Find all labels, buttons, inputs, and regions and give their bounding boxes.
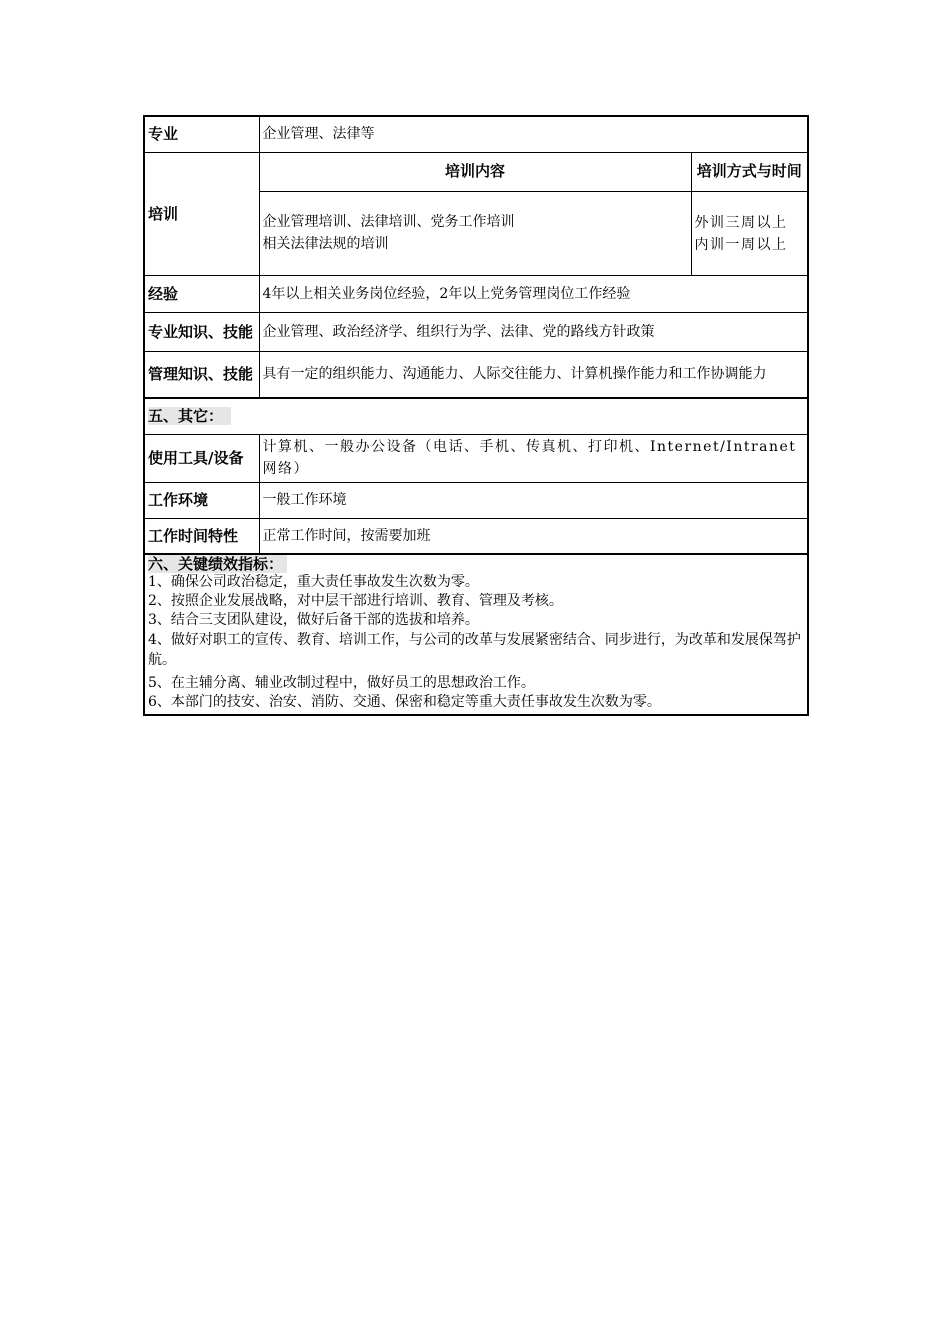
section5-title-text: 五、其它：: [148, 407, 231, 425]
tools-row: [144, 434, 808, 482]
job-description-document: [143, 115, 807, 716]
section5-title: [144, 398, 808, 434]
training-method-header: 培训方式与时间: [691, 152, 808, 191]
tools-label: 使用工具/设备: [144, 434, 259, 482]
major-value: 企业管理、法律等: [259, 116, 808, 152]
kpi-item: 1、确保公司政治稳定，重大责任事故发生次数为零。: [148, 574, 479, 590]
environment-value: 一般工作环境: [259, 482, 808, 518]
training-method-line: 内训一周以上: [694, 236, 788, 253]
experience-value: 4年以上相关业务岗位经验，2年以上党务管理岗位工作经验: [259, 275, 808, 312]
mgmt-knowledge-value: 具有一定的组织能力、沟通能力、人际交往能力、计算机操作能力和工作协调能力: [259, 351, 808, 398]
major-row: [144, 116, 808, 152]
work-time-label: 工作时间特性: [144, 518, 259, 554]
training-label: 培训: [144, 152, 259, 275]
training-header-row: [144, 152, 808, 191]
prof-knowledge-label: 专业知识、技能: [144, 312, 259, 351]
experience-label: 经验: [144, 275, 259, 312]
kpi-item: 5、在主辅分离、辅业改制过程中，做好员工的思想政治工作。: [148, 675, 535, 691]
kpi-row: [144, 554, 808, 715]
kpi-item: 3、结合三支团队建设，做好后备干部的选拔和培养。: [148, 612, 479, 628]
training-content-cell: [259, 191, 691, 275]
kpi-cell: [144, 554, 808, 715]
training-method-line: 外训三周以上: [694, 214, 788, 231]
work-time-row: [144, 518, 808, 554]
prof-knowledge-row: [144, 312, 808, 351]
environment-row: [144, 482, 808, 518]
section5-title-row: [144, 398, 808, 434]
requirements-table: [143, 115, 809, 716]
environment-label: 工作环境: [144, 482, 259, 518]
kpi-item: 6、本部门的技安、治安、消防、交通、保密和稳定等重大责任事故发生次数为零。: [148, 694, 661, 710]
kpi-title-text: 六、关键绩效指标：: [148, 555, 287, 573]
experience-row: [144, 275, 808, 312]
major-label: 专业: [144, 116, 259, 152]
prof-knowledge-value: 企业管理、政治经济学、组织行为学、法律、党的路线方针政策: [259, 312, 808, 351]
kpi-item: 4、做好对职工的宣传、教育、培训工作，与公司的改革与发展紧密结合、同步进行，为改革和发展保驾护航。: [148, 632, 801, 668]
kpi-title: [148, 555, 804, 573]
mgmt-knowledge-label: 管理知识、技能: [144, 351, 259, 398]
training-content-line: 相关法律法规的培训: [262, 236, 389, 252]
work-time-value: 正常工作时间，按需要加班: [259, 518, 808, 554]
mgmt-knowledge-row: [144, 351, 808, 398]
training-content-header: 培训内容: [259, 152, 691, 191]
training-content-line: 企业管理培训、法律培训、党务工作培训: [262, 214, 515, 230]
tools-value: 计算机、一般办公设备（电话、手机、传真机、打印机、Internet/Intranet网络）: [259, 434, 808, 482]
training-method-cell: [691, 191, 808, 275]
kpi-item: 2、按照企业发展战略，对中层干部进行培训、教育、管理及考核。: [148, 593, 563, 609]
